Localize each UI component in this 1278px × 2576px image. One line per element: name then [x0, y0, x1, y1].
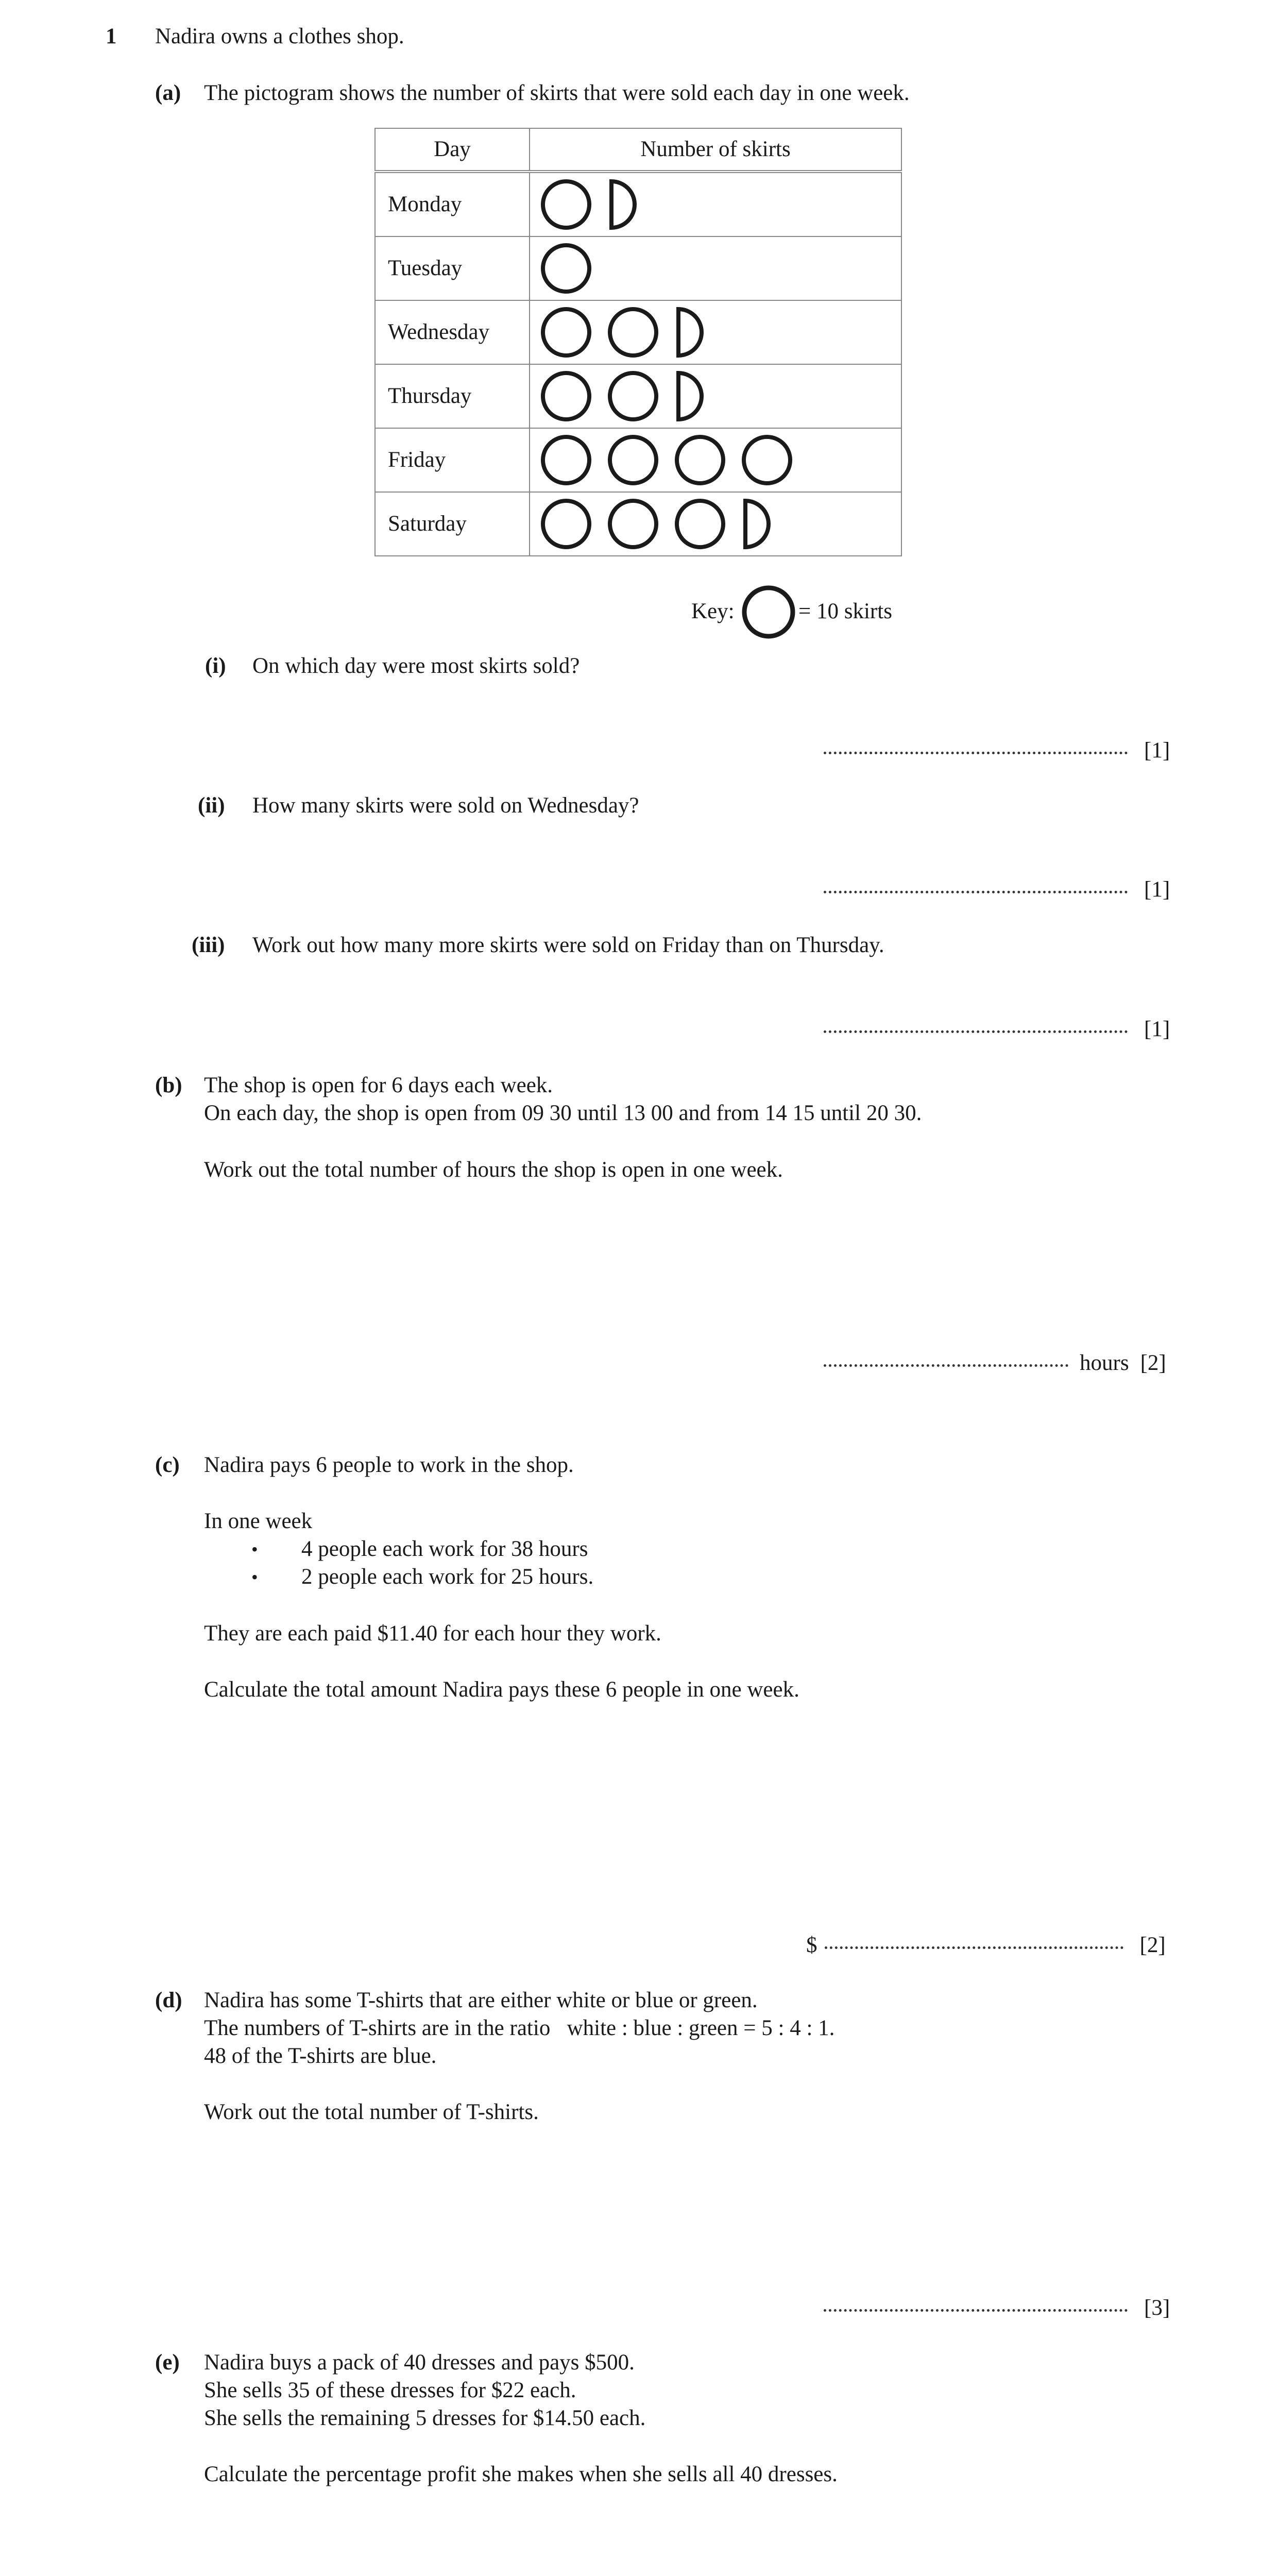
bullet-icon: • [251, 1567, 258, 1587]
skirt-circle-icon [607, 434, 659, 486]
part-d-line2: The numbers of T-shirts are in the ratio white : blue : green = 5 : 4 : 1. [204, 2016, 835, 2040]
skirt-circle-icon [741, 434, 793, 486]
sub-ii-mark: [1] [1144, 877, 1170, 902]
answer-dots[interactable] [824, 1030, 1128, 1033]
question-number: 1 [106, 24, 117, 48]
day-cell: Monday [375, 172, 530, 236]
part-c-prefix: $ [806, 1933, 817, 1957]
sub-i-text: On which day were most skirts sold? [252, 654, 580, 678]
part-c-answer-line[interactable] [806, 1931, 1166, 1959]
part-a-label: (a) [155, 81, 181, 105]
symbol-group [540, 498, 901, 550]
sub-ii-text: How many skirts were sold on Wednesday? [252, 793, 639, 818]
day-cell: Friday [375, 428, 530, 492]
part-c-label: (c) [155, 1453, 180, 1477]
skirt-circle-icon [607, 498, 659, 550]
pictogram-row [375, 172, 901, 236]
part-e-line4: Calculate the percentage profit she makes when she sells all 40 dresses. [204, 2462, 838, 2486]
part-c-line4: Calculate the total amount Nadira pays these 6 people in one week. [204, 1677, 799, 1702]
skirts-symbols-cell [530, 492, 901, 556]
skirt-circle-icon [540, 434, 592, 486]
sub-ii-label: (ii) [198, 793, 225, 818]
part-b-answer-line[interactable] [822, 1349, 1166, 1377]
part-d-mark: [3] [1144, 2296, 1170, 2320]
sub-iii-mark: [1] [1144, 1017, 1170, 1041]
part-d-line4: Work out the total number of T-shirts. [204, 2100, 539, 2124]
part-c-mark: [2] [1139, 1933, 1166, 1957]
part-c-line2: In one week [204, 1509, 313, 1533]
day-cell: Wednesday [375, 300, 530, 364]
answer-dots[interactable] [824, 1364, 1068, 1367]
part-c-bullet-2: 2 people each work for 25 hours. [301, 1565, 594, 1589]
part-b-label: (b) [155, 1073, 182, 1097]
day-cell: Thursday [375, 364, 530, 428]
header-day: Day [375, 128, 530, 172]
day-cell: Tuesday [375, 236, 530, 300]
skirt-circle-icon [607, 307, 659, 358]
part-e-line3: She sells the remaining 5 dresses for $14.50 each. [204, 2406, 646, 2430]
skirt-circle-icon [540, 179, 592, 230]
skirt-circle-icon [540, 498, 592, 550]
key-value: = 10 skirts [798, 599, 892, 623]
half-skirt-circle-icon [741, 498, 772, 550]
skirts-symbols-cell [530, 364, 901, 428]
question-intro: Nadira owns a clothes shop. [155, 24, 404, 48]
part-c-bullet-1: 4 people each work for 38 hours [301, 1537, 588, 1561]
symbol-group [540, 243, 901, 294]
bullet-icon: • [251, 1539, 258, 1560]
pictogram-row [375, 364, 901, 428]
skirt-circle-icon [674, 434, 726, 486]
pictogram-row [375, 428, 901, 492]
skirt-circle-icon [540, 243, 592, 294]
part-c-line1: Nadira pays 6 people to work in the shop. [204, 1453, 574, 1477]
sub-i-mark: [1] [1144, 738, 1170, 762]
key-circle-icon [742, 585, 795, 646]
sub-i-label: (i) [205, 654, 226, 678]
part-d-label: (d) [155, 1988, 182, 2012]
part-e-label: (e) [155, 2350, 180, 2375]
answer-dots[interactable] [825, 1946, 1123, 1949]
key-label: Key: [691, 599, 735, 623]
part-d-line1: Nadira has some T-shirts that are either white or blue or green. [204, 1988, 758, 2012]
skirt-circle-icon [607, 370, 659, 422]
pictogram-header-row [375, 128, 901, 172]
part-e-line2: She sells 35 of these dresses for $22 each. [204, 2378, 576, 2402]
part-c-line3: They are each paid $11.40 for each hour they work. [204, 1621, 661, 1646]
skirt-circle-icon [674, 498, 726, 550]
half-skirt-circle-icon [607, 179, 638, 230]
part-b-unit: hours [1080, 1351, 1129, 1375]
part-d-answer-line[interactable] [822, 2294, 1170, 2322]
half-skirt-circle-icon [674, 307, 705, 358]
header-number-of-skirts: Number of skirts [530, 128, 901, 172]
part-b-mark: [2] [1140, 1351, 1166, 1375]
answer-dots[interactable] [824, 891, 1128, 893]
symbol-group [540, 370, 901, 422]
sub-iii-answer-line[interactable] [822, 1015, 1170, 1043]
symbol-group [540, 307, 901, 358]
sub-iii-text: Work out how many more skirts were sold on Friday than on Thursday. [252, 933, 884, 957]
pictogram-row [375, 300, 901, 364]
skirts-symbols-cell [530, 428, 901, 492]
symbol-group [540, 179, 901, 230]
skirts-symbols-cell [530, 236, 901, 300]
day-cell: Saturday [375, 492, 530, 556]
answer-dots[interactable] [824, 2309, 1128, 2312]
part-d-line3: 48 of the T-shirts are blue. [204, 2044, 437, 2068]
pictogram-row [375, 492, 901, 556]
part-e-line1: Nadira buys a pack of 40 dresses and pays $500. [204, 2350, 635, 2375]
skirts-symbols-cell [530, 300, 901, 364]
part-b-line2: On each day, the shop is open from 09 30 until 13 00 and from 14 15 until 20 30. [204, 1101, 922, 1125]
sub-ii-answer-line[interactable] [822, 876, 1170, 904]
skirts-symbols-cell [530, 172, 901, 236]
part-a-text: The pictogram shows the number of skirts that were sold each day in one week. [204, 81, 910, 105]
part-b-line1: The shop is open for 6 days each week. [204, 1073, 553, 1097]
pictogram-row [375, 236, 901, 300]
part-b-line3: Work out the total number of hours the shop is open in one week. [204, 1158, 783, 1182]
skirt-circle-icon [540, 307, 592, 358]
sub-i-answer-line[interactable] [822, 737, 1170, 765]
answer-dots[interactable] [824, 752, 1128, 754]
pictogram-table [374, 128, 902, 556]
symbol-group [540, 434, 901, 486]
skirt-circle-icon [540, 370, 592, 422]
sub-iii-label: (iii) [192, 933, 225, 957]
half-skirt-circle-icon [674, 370, 705, 422]
